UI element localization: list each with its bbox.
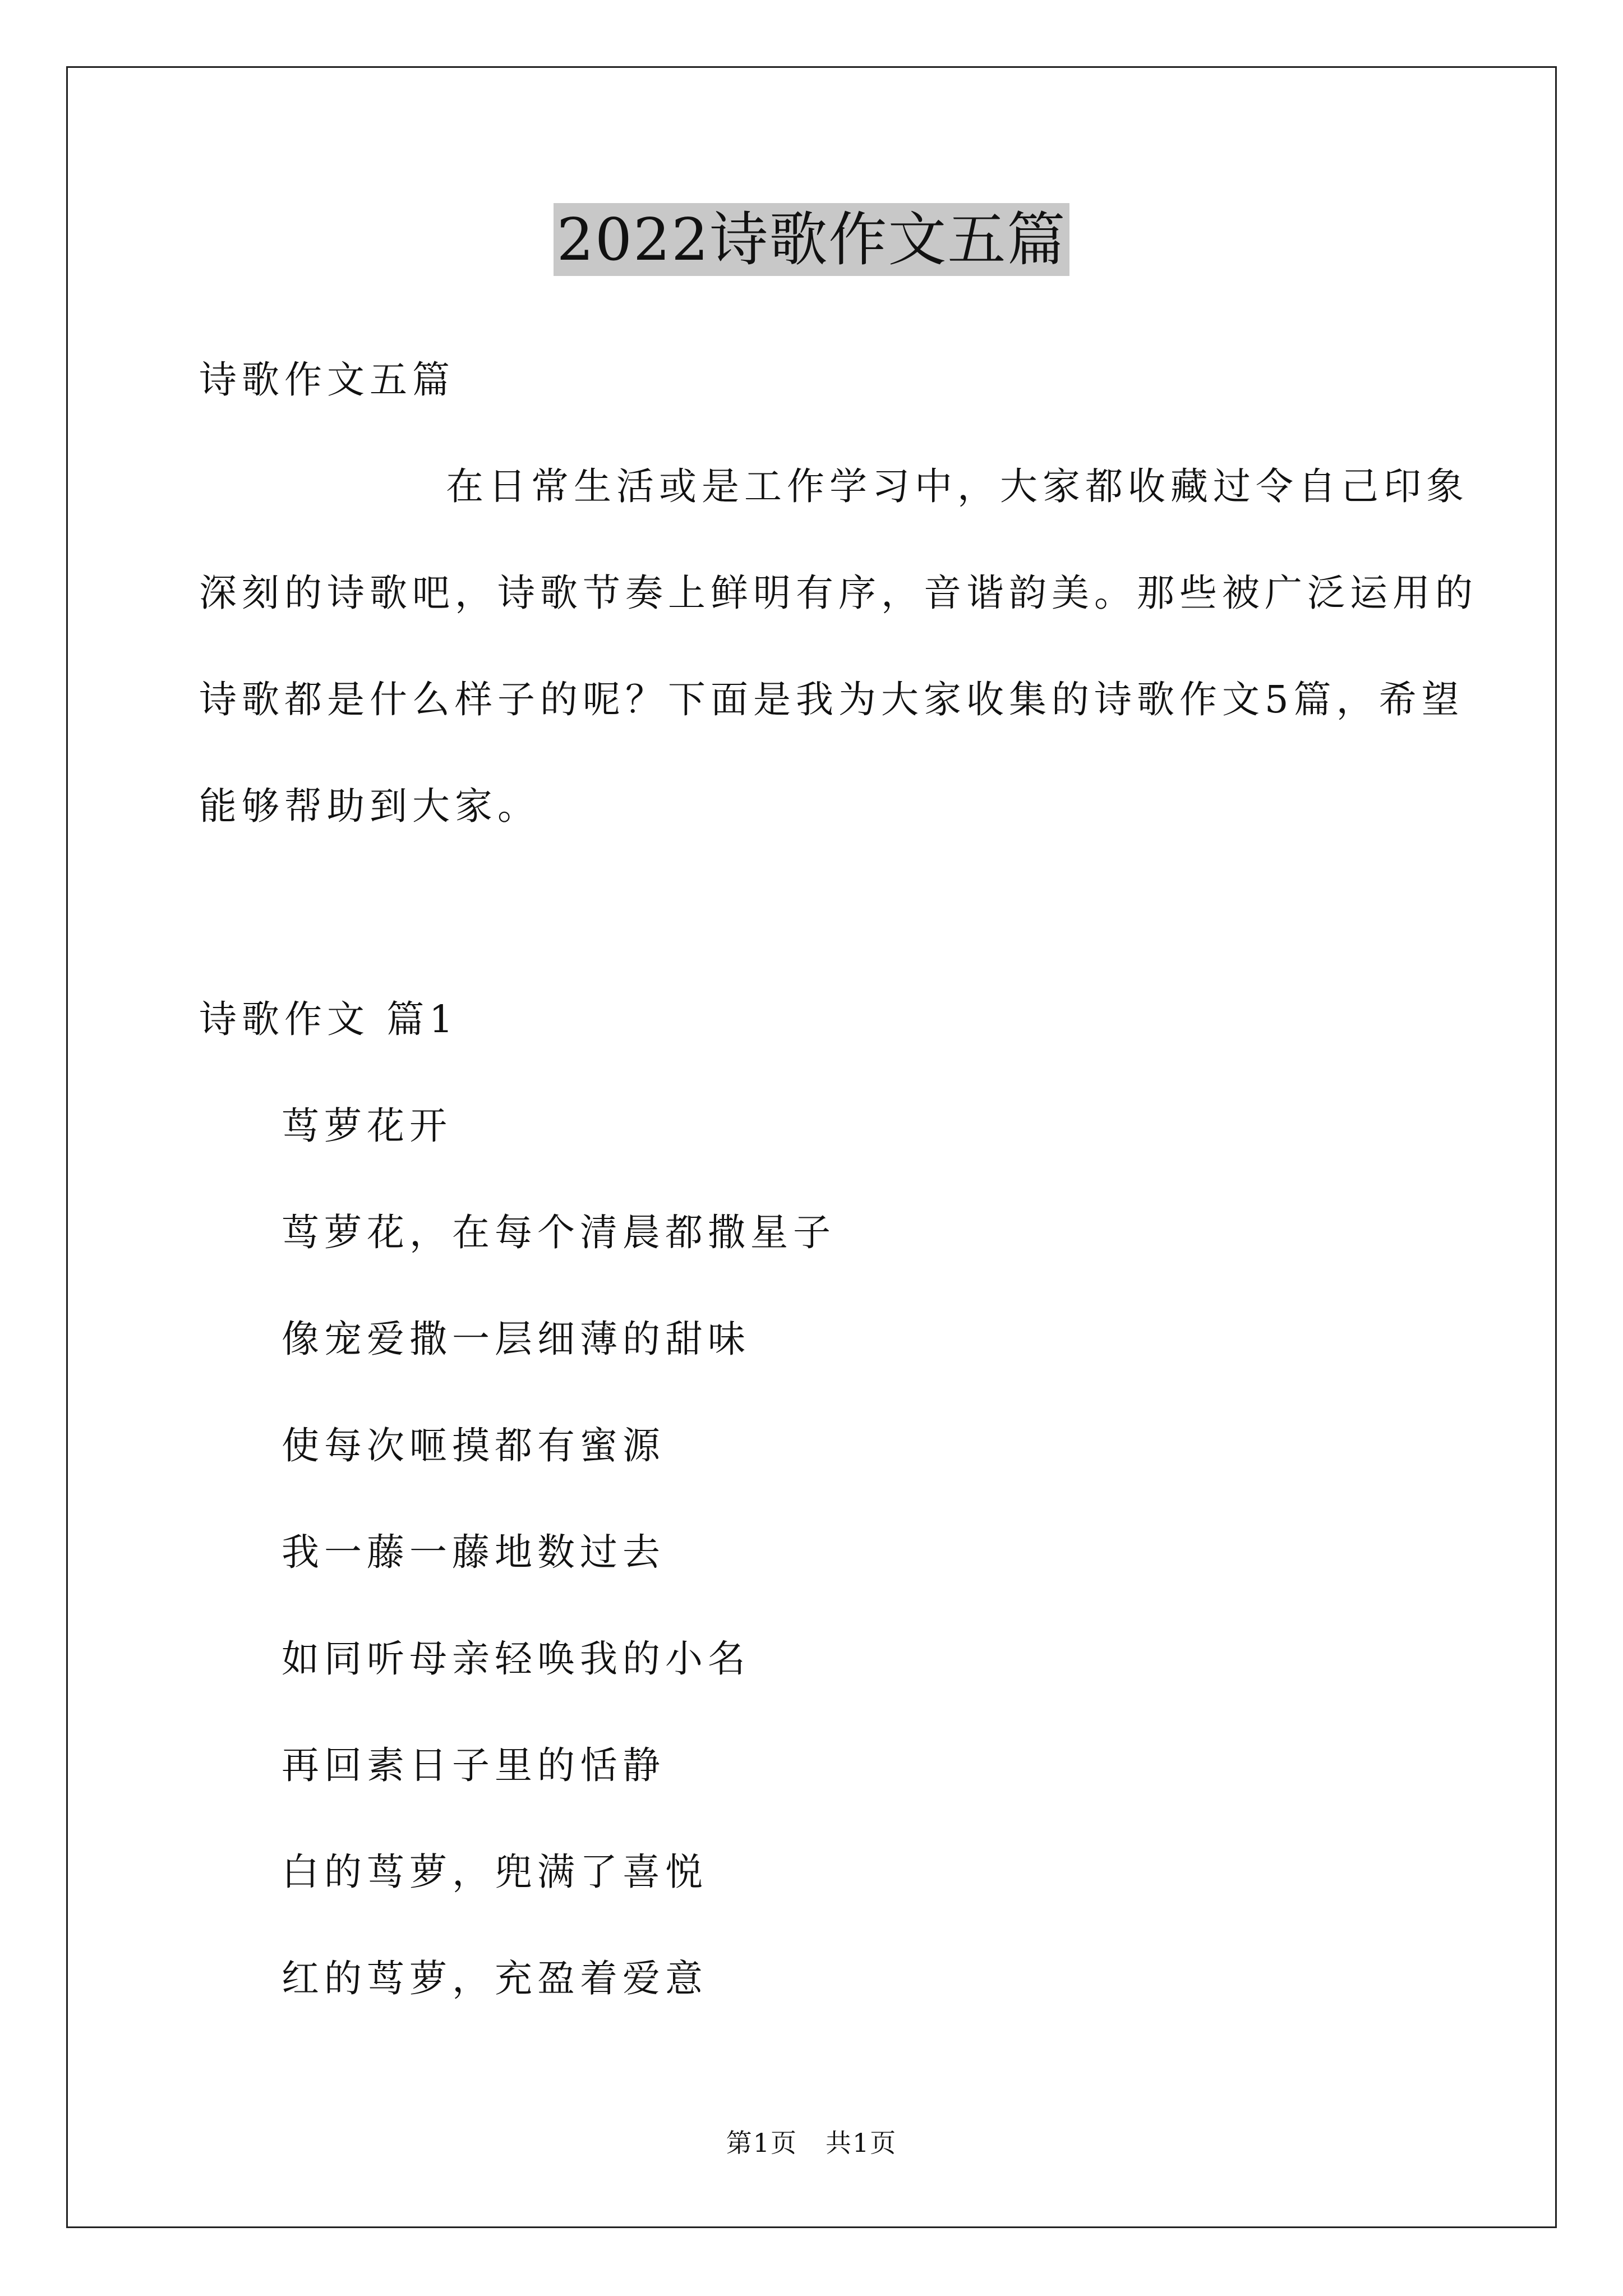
page-number-current: 第1页 <box>726 2128 797 2158</box>
intro-line-2: 深刻的诗歌吧，诗歌节奏上鲜明有序，音谐韵美。那些被广泛运用的 <box>199 571 1478 615</box>
title-container <box>0 203 1623 276</box>
poem-line-2: 像宠爱撒一层细薄的甜味 <box>282 1317 750 1361</box>
intro-line-3: 诗歌都是什么样子的呢？下面是我为大家收集的诗歌作文5篇，希望 <box>199 678 1464 721</box>
section-heading: 诗歌作文 篇1 <box>199 997 458 1041</box>
intro-line-1: 在日常生活或是工作学习中，大家都收藏过令自己印象 <box>446 464 1469 508</box>
poem-title: 茑萝花开 <box>282 1104 452 1148</box>
page-footer <box>0 2126 1623 2160</box>
document-title: 2022诗歌作文五篇 <box>554 203 1070 276</box>
document-subtitle: 诗歌作文五篇 <box>199 358 455 402</box>
page-number-total: 共1页 <box>826 2128 897 2158</box>
poem-line-6: 再回素日子里的恬静 <box>282 1743 665 1787</box>
poem-line-8: 红的茑萝，充盈着爱意 <box>282 1957 708 2000</box>
intro-line-4: 能够帮助到大家。 <box>199 784 540 828</box>
poem-line-3: 使每次咂摸都有蜜源 <box>282 1424 665 1467</box>
poem-line-7: 白的茑萝，兜满了喜悦 <box>282 1850 708 1894</box>
poem-line-4: 我一藤一藤地数过去 <box>282 1530 665 1574</box>
poem-line-1: 茑萝花，在每个清晨都撒星子 <box>282 1211 836 1254</box>
poem-line-5: 如同听母亲轻唤我的小名 <box>282 1637 750 1681</box>
